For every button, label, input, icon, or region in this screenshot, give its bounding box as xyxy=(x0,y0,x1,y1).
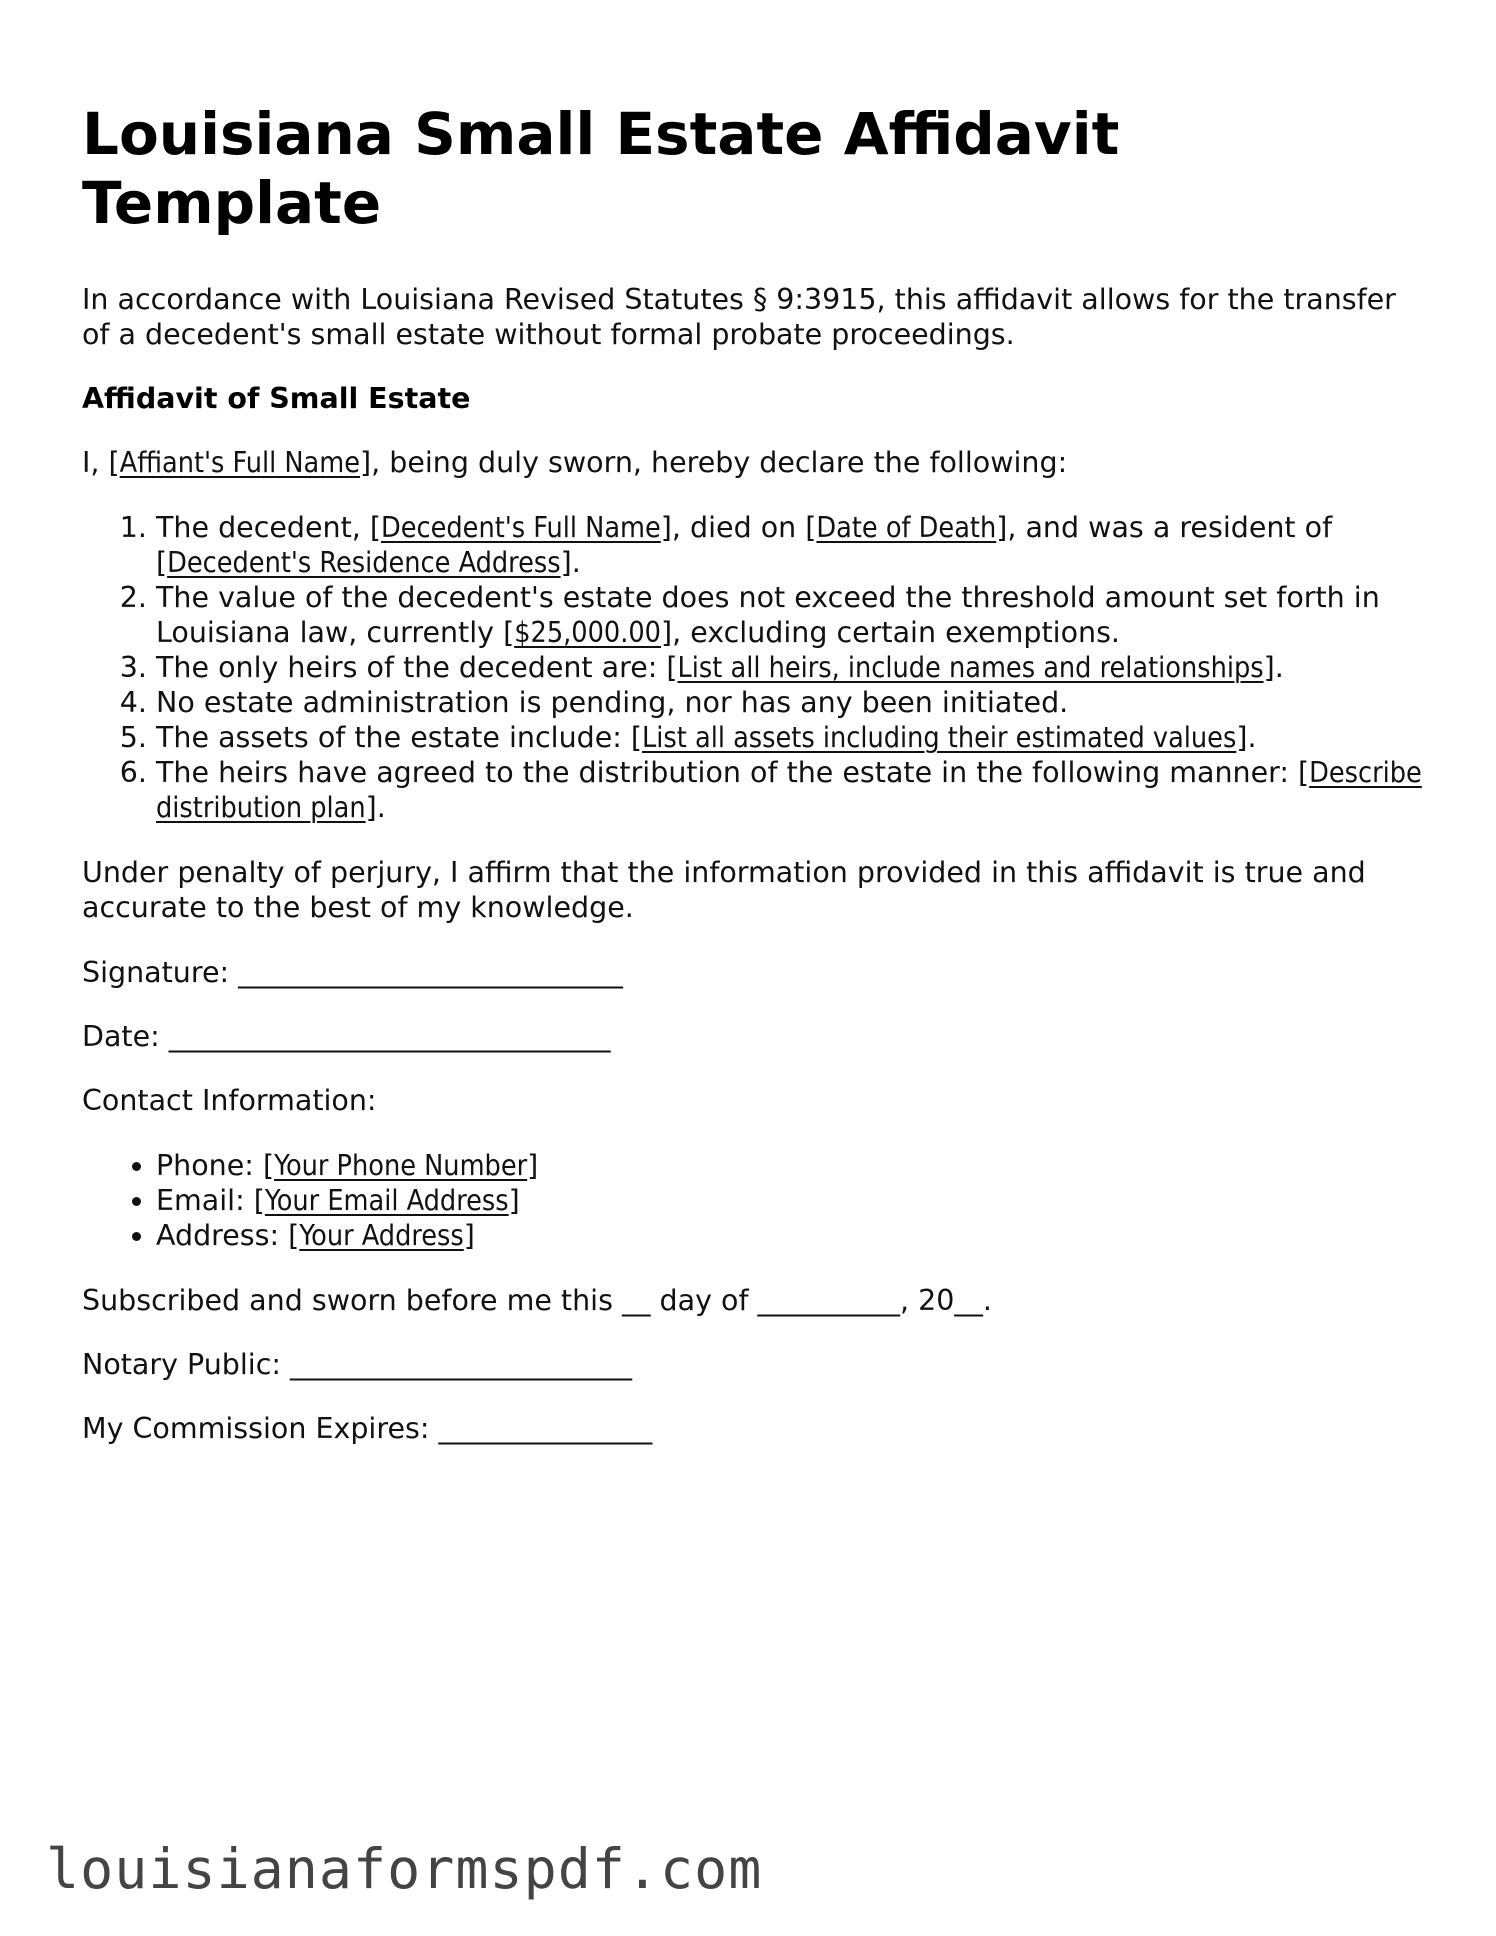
declaration-paragraph xyxy=(82,445,1422,480)
signature-line: Signature: ___________________________ xyxy=(82,956,623,989)
list-item xyxy=(156,755,1422,825)
subscribed-line: Subscribed and sworn before me this __ day of __________, 20__. xyxy=(82,1284,992,1317)
footer-brand: louisianaformspdf.com xyxy=(46,1837,763,1901)
list-item xyxy=(156,580,1422,650)
contact-bracket: ] xyxy=(527,1149,539,1182)
contact-heading: Contact Information: xyxy=(82,1084,377,1117)
perjury-statement: Under penalty of perjury, I affirm that the information provided in this affidavit is true and accurate to the best of my knowledge. xyxy=(82,856,1366,924)
item-text: The decedent, [ xyxy=(156,511,381,544)
contact-label: Email: [ xyxy=(156,1184,265,1217)
heirs-placeholder: List all heirs, include names and relationships xyxy=(677,651,1264,684)
document-page xyxy=(82,100,1422,1475)
date-line: Date: _______________________________ xyxy=(82,1020,611,1053)
affiant-name-placeholder: Affiant's Full Name xyxy=(119,446,361,479)
item-text: ], excluding certain exemptions. xyxy=(660,616,1120,649)
email-placeholder: Your Email Address xyxy=(264,1184,509,1217)
phone-placeholder: Your Phone Number xyxy=(274,1149,528,1182)
residence-address-placeholder: Decedent's Residence Address xyxy=(167,546,561,579)
distribution-plan-placeholder: Describe distribution plan xyxy=(156,756,1422,824)
list-item xyxy=(156,650,1422,685)
declaration-prefix: I, [ xyxy=(82,446,120,479)
section-heading: Affidavit of Small Estate xyxy=(82,382,471,415)
threshold-amount-placeholder: $25,000.00 xyxy=(514,616,661,649)
item-text: ], died on [ xyxy=(660,511,817,544)
list-item xyxy=(156,510,1422,580)
item-text: ]. xyxy=(365,791,386,824)
assets-placeholder: List all assets including their estimated values xyxy=(642,721,1237,754)
item-text: ]. xyxy=(560,546,581,579)
item-text: The heirs have agreed to the distribution of the estate in the following manner: [ xyxy=(156,756,1310,789)
address-placeholder: Your Address xyxy=(299,1219,464,1252)
date-of-death-placeholder: Date of Death xyxy=(816,511,997,544)
item-text: The value of the decedent's estate does not exceed the threshold amount set forth in Louisiana law, currently [ xyxy=(156,581,1380,649)
contact-bracket: ] xyxy=(463,1219,475,1252)
commission-line: My Commission Expires: _______________ xyxy=(82,1412,653,1445)
list-item xyxy=(156,720,1422,755)
item-text: No estate administration is pending, nor has any been initiated. xyxy=(156,686,1069,719)
item-text: ], and was a resident of [ xyxy=(156,511,1333,579)
intro-paragraph: In accordance with Louisiana Revised Statutes § 9:3915, this affidavit allows for the transfer of a decedent's small estate without formal probate proceedings. xyxy=(82,283,1396,351)
contact-item-email xyxy=(156,1183,1422,1218)
title-line-2: Template xyxy=(82,169,382,237)
item-text: The assets of the estate include: [ xyxy=(156,721,643,754)
contact-item-address xyxy=(156,1218,1422,1253)
contact-label: Address: [ xyxy=(156,1219,300,1252)
item-text: ]. xyxy=(1236,721,1257,754)
declaration-list xyxy=(82,510,1422,825)
declaration-suffix: ], being duly sworn, hereby declare the following: xyxy=(360,446,1068,479)
page-title xyxy=(82,100,1422,238)
item-text: ]. xyxy=(1263,651,1284,684)
item-text: The only heirs of the decedent are: [ xyxy=(156,651,678,684)
contact-item-phone xyxy=(156,1148,1422,1183)
list-item xyxy=(156,685,1422,720)
contact-list xyxy=(82,1148,1422,1253)
contact-bracket: ] xyxy=(508,1184,520,1217)
decedent-name-placeholder: Decedent's Full Name xyxy=(381,511,661,544)
notary-line: Notary Public: ________________________ xyxy=(82,1348,633,1381)
title-line-1: Louisiana Small Estate Affidavit xyxy=(82,100,1120,168)
contact-label: Phone: [ xyxy=(156,1149,275,1182)
